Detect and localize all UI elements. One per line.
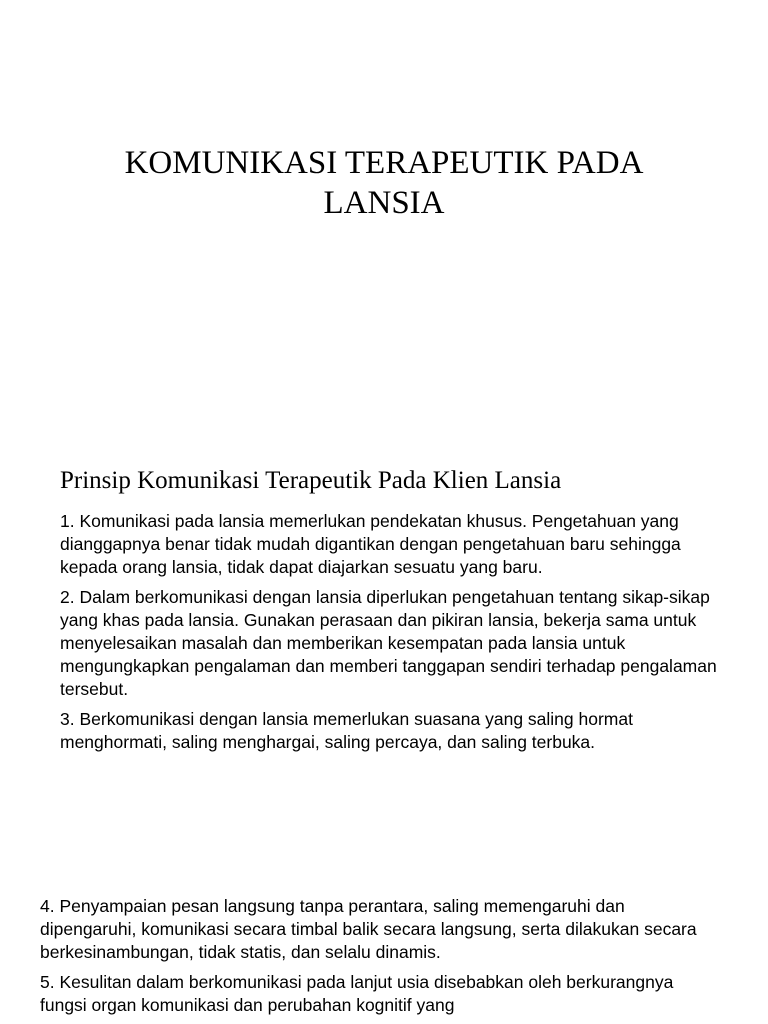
slide-body [60, 510, 720, 761]
title-slide [0, 0, 768, 430]
principle-1: 1. Komunikasi pada lansia memerlukan pendekatan khusus. Pengetahuan yang dianggapnya benar tidak mudah digantikan dengan pengetahuan baru sehingga kepada orang lansia, tidak dapat diajarkan sesuatu yang baru. [60, 511, 681, 577]
principles-slide [0, 430, 768, 860]
title-line-2: LANSIA [323, 185, 445, 221]
title-line-1: KOMUNIKASI TERAPEUTIK PADA [124, 145, 644, 181]
slide-heading: Prinsip Komunikasi Terapeutik Pada Klien Lansia [60, 467, 562, 494]
principle-5: 5. Kesulitan dalam berkomunikasi pada lanjut usia disebabkan oleh berkurangnya fungsi organ komunikasi dan perubahan kognitif yang [40, 972, 674, 1015]
presentation-title [60, 143, 708, 223]
slide-body [40, 895, 720, 1024]
principles-continued-slide [0, 860, 768, 1024]
principle-2: 2. Dalam berkomunikasi dengan lansia diperlukan pengetahuan tentang sikap-sikap yang khas pada lansia. Gunakan perasaan dan pikiran lansia, bekerja sama untuk menyelesaikan masalah dan memberikan kesempatan pada lansia untuk mengungkapkan pengalaman dan memberi tanggapan sendiri terhadap pengalaman tersebut. [60, 587, 717, 699]
principle-3: 3. Berkomunikasi dengan lansia memerlukan suasana yang saling hormat menghormati, saling menghargai, saling percaya, dan saling terbuka. [60, 709, 633, 752]
principle-4: 4. Penyampaian pesan langsung tanpa perantara, saling memengaruhi dan dipengaruhi, komunikasi secara timbal balik secara langsung, serta dilakukan secara berkesinambungan, tidak statis, dan selalu dinamis. [40, 896, 697, 962]
